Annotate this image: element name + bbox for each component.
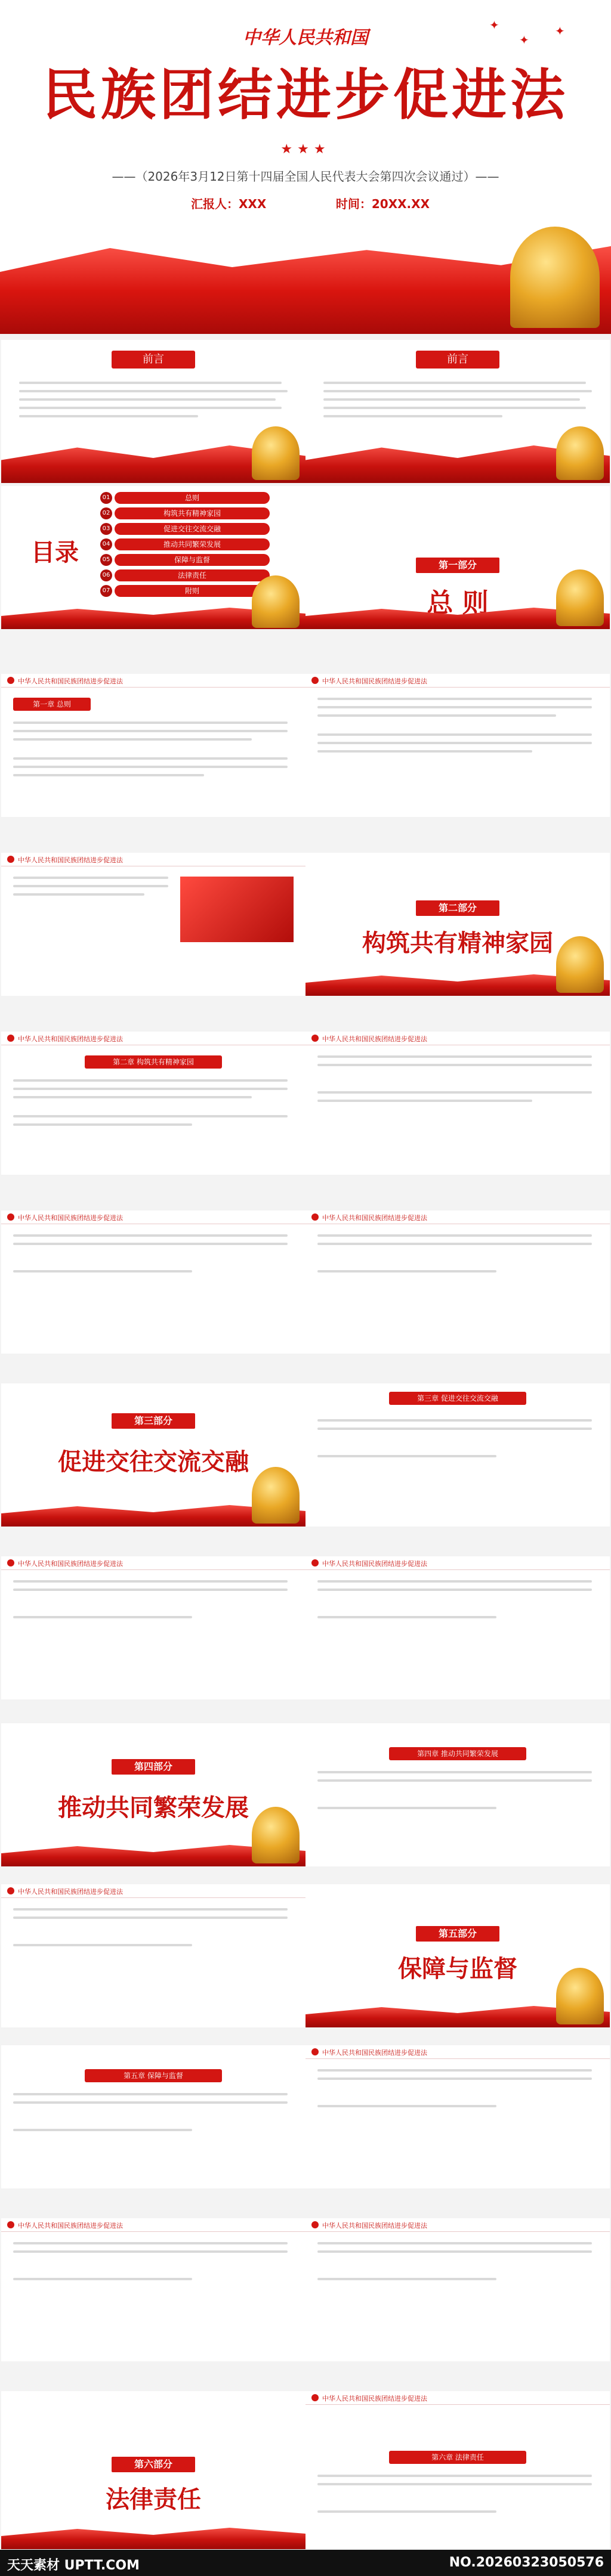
part-1-slide — [306, 486, 610, 629]
toc-heading: 目录 — [31, 538, 79, 566]
part-label: 第三部分 — [112, 1413, 195, 1429]
part-5-slide — [306, 1884, 610, 2027]
watermark-footer — [0, 2550, 611, 2576]
chapter-1-slide — [1, 674, 306, 817]
cover-note: ——（2026年3月12日第十四届全国人民代表大会第四次会议通过）—— — [112, 169, 499, 184]
emblem-icon — [7, 1559, 14, 1566]
part-label: 第六部分 — [112, 2457, 195, 2472]
preface-slide-2 — [306, 340, 610, 483]
part-label: 第二部分 — [416, 900, 499, 916]
emblem-icon — [7, 856, 14, 863]
part-title: 促进交往交流交融 — [58, 1448, 249, 1476]
cover-subtitle: 中华人民共和国 — [243, 27, 368, 48]
red-wave — [1, 2525, 306, 2549]
toc-item[interactable]: 附则 — [115, 585, 270, 597]
golden-lion-icon — [556, 1968, 604, 2024]
chapter-heading: 第三章 促进交往交流交融 — [389, 1392, 526, 1405]
time-label: 时间：20XX.XX — [335, 197, 430, 211]
part-title: 法律责任 — [106, 2485, 201, 2513]
reporter-label: 汇报人：XXX — [191, 197, 267, 211]
slide-header: 中华人民共和国民族团结进步促进法 — [18, 677, 123, 685]
chapter-3-slide — [306, 1383, 610, 1527]
part-title: 保障与监督 — [398, 1955, 517, 1983]
red-image-block — [180, 877, 294, 942]
emblem-icon — [7, 1035, 14, 1042]
part-4-slide — [1, 1723, 306, 1866]
toc-item[interactable]: 法律责任 — [115, 569, 270, 581]
bird-icon: ✦ — [489, 18, 499, 32]
slide-header: 中华人民共和国民族团结进步促进法 — [322, 2222, 427, 2230]
chapter-heading: 第一章 总则 — [13, 698, 91, 711]
slide-header: 中华人民共和国民族团结进步促进法 — [18, 2222, 123, 2230]
chapter-4-slide — [306, 1723, 610, 1866]
slide-header: 中华人民共和国民族团结进步促进法 — [18, 1214, 123, 1222]
golden-lion-icon — [556, 426, 604, 480]
slide-header: 中华人民共和国民族团结进步促进法 — [322, 1035, 427, 1043]
chapter-5-end-slide-2 — [306, 2218, 610, 2361]
toc-item[interactable]: 保障与监督 — [115, 554, 270, 566]
cover-slide — [0, 0, 611, 334]
golden-lion-icon — [252, 426, 300, 480]
chapter-heading: 第六章 法律责任 — [389, 2451, 526, 2464]
emblem-icon — [311, 2048, 319, 2055]
slide-header: 中华人民共和国民族团结进步促进法 — [18, 1560, 123, 1568]
part-label: 第一部分 — [416, 558, 499, 573]
golden-lion-icon — [252, 575, 300, 628]
bird-icon: ✦ — [555, 24, 565, 38]
toc-item[interactable]: 构筑共有精神家园 — [115, 507, 270, 519]
part-3-slide — [1, 1383, 306, 1527]
emblem-icon — [311, 677, 319, 684]
slide-header: 中华人民共和国民族团结进步促进法 — [322, 1560, 427, 1568]
emblem-icon — [311, 1035, 319, 1042]
bird-icon: ✦ — [519, 33, 529, 47]
part-2-slide — [306, 853, 610, 996]
watermark-id: NO.20260323050576 — [449, 2555, 604, 2570]
preface-slide-1 — [1, 340, 306, 483]
chapter-5-end-slide — [1, 2218, 306, 2361]
chapter-5-slide — [1, 2045, 306, 2188]
chapter-2-slide — [1, 1032, 306, 1175]
golden-lion-icon — [556, 569, 604, 626]
emblem-icon — [311, 1213, 319, 1221]
watermark-site: 天天素材 UPTT.COM — [7, 2558, 140, 2573]
slide-header: 中华人民共和国民族团结进步促进法 — [322, 2395, 427, 2402]
slide-header: 中华人民共和国民族团结进步促进法 — [322, 677, 427, 685]
emblem-icon — [311, 2394, 319, 2401]
emblem-icon — [7, 2221, 14, 2228]
preface-heading: 前言 — [416, 351, 499, 369]
toc-slide: 目录 01 总则 02 构筑共有精神家园 03 促进交往交流交融 04 推动共同繁荣发展 05 保障与监督 06 法律责任 07 附则 — [1, 486, 306, 629]
chapter-6-slide — [306, 2391, 610, 2549]
golden-lion-icon — [252, 1467, 300, 1524]
chapter-2-end-slide-2 — [306, 1210, 610, 1354]
chapter-heading: 第四章 推动共同繁荣发展 — [389, 1747, 526, 1760]
golden-lion-icon — [556, 936, 604, 993]
chapter-2-end-slide — [1, 1210, 306, 1354]
part-label: 第五部分 — [416, 1926, 499, 1942]
toc-item[interactable]: 促进交往交流交融 — [115, 523, 270, 535]
emblem-icon — [7, 1213, 14, 1221]
slide-header: 中华人民共和国民族团结进步促进法 — [322, 2049, 427, 2057]
slide-header: 中华人民共和国民族团结进步促进法 — [18, 1035, 123, 1043]
chapter-4-cont-slide — [1, 1884, 306, 2027]
emblem-icon — [311, 1559, 319, 1566]
cover-title: 民族团结进步促进法 — [42, 63, 569, 127]
emblem-icon — [7, 1887, 14, 1894]
chapter-2-cont-slide — [306, 1032, 610, 1175]
chapter-1-cont-slide — [306, 674, 610, 817]
toc-item[interactable]: 推动共同繁荣发展 — [115, 538, 270, 550]
chapter-heading: 第二章 构筑共有精神家园 — [85, 1055, 222, 1069]
chapter-3-cont-slide — [1, 1556, 306, 1699]
cover-stars: ★★★ — [280, 142, 331, 157]
slide-header: 中华人民共和国民族团结进步促进法 — [18, 856, 123, 864]
part-title: 构筑共有精神家园 — [362, 929, 553, 957]
chapter-3-cont-slide-2 — [306, 1556, 610, 1699]
slide-header: 中华人民共和国民族团结进步促进法 — [322, 1214, 427, 1222]
chapter-heading: 第五章 保障与监督 — [85, 2069, 222, 2082]
part-title: 总 则 — [427, 588, 489, 618]
preface-heading: 前言 — [112, 351, 195, 369]
emblem-icon — [311, 2221, 319, 2228]
part-label: 第四部分 — [112, 1759, 195, 1775]
golden-lion-icon — [510, 227, 600, 328]
golden-lion-icon — [252, 1807, 300, 1863]
part-6-slide — [1, 2391, 306, 2549]
chapter-5-cont-slide — [306, 2045, 610, 2188]
emblem-icon — [7, 677, 14, 684]
part-title: 推动共同繁荣发展 — [58, 1794, 249, 1822]
toc-item[interactable]: 总则 — [115, 492, 270, 504]
cover-meta — [191, 194, 430, 212]
chapter-1-end-slide — [1, 853, 306, 996]
slide-header: 中华人民共和国民族团结进步促进法 — [18, 1888, 123, 1896]
